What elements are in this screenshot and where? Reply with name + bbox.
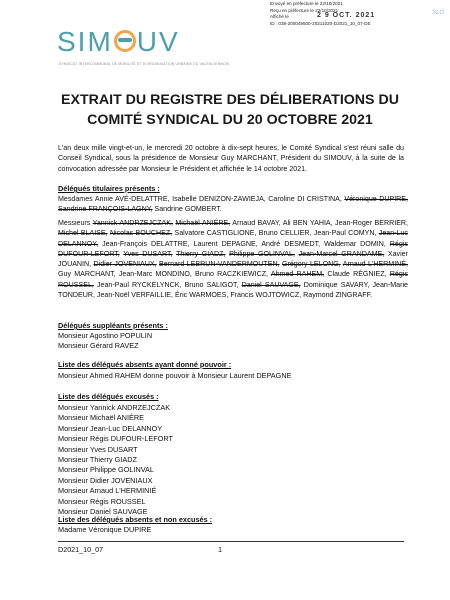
list-item: Monsieur Jean-Luc DELANNOY	[58, 423, 163, 433]
delegate-name: Jean-Marc MONDINO,	[118, 270, 192, 279]
footer-divider	[58, 541, 404, 542]
messieurs-paragraph	[58, 218, 408, 300]
delegate-name: Jean-Paul COMYN,	[313, 229, 377, 238]
delegate-name: Ali BEN YAHIA,	[282, 219, 333, 227]
heading-pouvoir: Liste des délégués absents ayant donné pouvoir :	[58, 360, 232, 369]
delegate-name: Michel BLAISE,	[58, 229, 108, 238]
delegate-name: Salvatore CASTIGLIONE,	[174, 229, 257, 238]
delegate-name: Régis ROUSSEL,	[58, 270, 408, 289]
heading-non-excuses: Liste des délégués absents et non excusés :	[58, 515, 213, 524]
list-item: Monsieur Régis DUFOUR-LEFORT	[58, 434, 174, 444]
simouv-logo	[57, 26, 180, 58]
delegate-name: Jean-Roger BERRIER,	[335, 219, 409, 227]
mesdames-paragraph	[58, 194, 408, 215]
delegate-name: Laurent DEPAGNE,	[193, 239, 258, 248]
delegate-name: Jean-Noël VERFAILLIE,	[96, 291, 174, 300]
delegate-name: Philippe GOLINVAL,	[229, 249, 295, 258]
list-item: Monsieur Ahmed RAHEM donne pouvoir à Monsieur Laurent DEPAGNE	[58, 371, 292, 380]
delegate-name: Nicolas BOUCHEZ,	[109, 229, 173, 238]
stamp-line-posted: Affiché le	[270, 14, 289, 20]
delegate-name: Bruno SALIGOT,	[184, 280, 239, 289]
messieurs-list	[58, 219, 408, 299]
delegate-name: Jean-François DELATTRE,	[102, 239, 190, 248]
list-item: Monsieur Yannick ANDRZEJCZAK	[58, 403, 171, 412]
delegate-name: Éric WARMOES,	[175, 291, 229, 300]
delegate-name: Véronique DUPIRE,	[344, 195, 408, 203]
delegate-name: Guy MARCHANT,	[58, 270, 116, 279]
delegate-name: Caroline DI CRISTINA,	[268, 195, 342, 203]
non-excuses-list	[58, 525, 151, 535]
delegate-name: Annie AVÉ-DELATTRE,	[94, 195, 170, 203]
delegate-name: Bruno RACZKIEWICZ,	[195, 270, 269, 279]
list-item: Monsieur Michaël ANIÉRE	[58, 413, 144, 423]
delegate-name: Raymond ZINGRAFF.	[303, 291, 373, 300]
delegate-name: Arnaud L'HERMINÉ,	[342, 260, 408, 269]
stamp-handwritten-date: 2 9 OCT. 2021	[317, 12, 376, 19]
mesdames-prefix: Mesdames	[58, 195, 93, 203]
stamp-faint-logo: SLO	[431, 10, 444, 16]
heading-suppleants: Délégués suppléants présents :	[58, 321, 168, 330]
delegate-name: Michaël ANIÉRE,	[175, 219, 231, 227]
footer-page-number: 1	[218, 545, 222, 554]
list-item: Madame Véronique DUPIRE	[58, 525, 152, 534]
delegate-name: Bruno CELLIER,	[258, 229, 312, 238]
prefecture-stamp	[270, 1, 446, 27]
mesdames-list	[58, 195, 408, 213]
delegate-name: Claude RÉGNIEZ,	[327, 270, 387, 279]
delegate-name: Sandrine GOMBERT.	[154, 205, 222, 214]
delegate-name: Waldemar DOMIN,	[324, 239, 386, 248]
list-item: Monsieur Agostino POPULIN	[58, 331, 153, 340]
list-item: Monsieur Yves DUSART	[58, 444, 138, 454]
document-title	[40, 90, 420, 130]
suppleants-list	[58, 331, 152, 352]
pouvoir-list	[58, 371, 291, 381]
delegate-name: Sandrine FRANÇOIS-LAGNY,	[58, 205, 153, 214]
logo-text-left: SIM	[57, 26, 113, 57]
logo-text-right: UV	[136, 26, 180, 57]
footer-reference: D2021_10_07	[58, 545, 104, 554]
logo-subtitle: SYNDICAT INTERCOMMUNAL DE MOBILITÉ ET D'ORGANISATION URBAINE DU VALENCIENNOIS	[59, 62, 230, 66]
messieurs-prefix: Messieurs	[58, 219, 91, 227]
title-line-2: COMITÉ SYNDICAL DU 20 OCTOBRE 2021	[87, 112, 373, 128]
delegate-name: Arnaud BAVAY,	[232, 219, 281, 227]
list-item: Monsieur Arnaud L'HERMINIÉ	[58, 486, 157, 496]
delegate-name: Xavier JOUANIN,	[58, 249, 408, 269]
stamp-line-sent: Envoyé en préfecture le 22/10/2021	[270, 1, 343, 6]
delegate-name: Jean-Marie TONDEUR,	[58, 280, 408, 300]
delegate-name: Thierry GIADZ,	[176, 249, 226, 258]
delegate-name: Dominique SAVARY,	[303, 280, 370, 289]
list-item: Monsieur Thierry GIADZ	[58, 455, 137, 465]
delegate-name: Jean-Paul RYCKELYNCK,	[96, 280, 182, 289]
delegate-name: Didier JOVENIAUX,	[93, 260, 157, 269]
list-item: Monsieur Gérard RAVEZ	[58, 341, 139, 351]
title-line-1: EXTRAIT DU REGISTRE DES DÉLIBERATIONS DU	[61, 92, 399, 108]
stamp-line-id: ID : 038-200049500-20211020-D2021_10_07-DE	[270, 20, 371, 26]
stamp-line-received: Reçu en préfecture le 22/10/2021	[270, 7, 339, 13]
delegate-name: Isabelle DENIZON-ZAWIEJA,	[172, 195, 266, 203]
delegate-name: Ahmed RAHEM,	[270, 270, 325, 279]
list-item: Monsieur Philippe GOLINVAL	[58, 465, 154, 475]
delegate-name: Francis WOJTOWICZ,	[230, 291, 302, 300]
delegate-name: Grégory LELONG,	[281, 260, 341, 269]
intro-paragraph: L'an deux mille vingt-et-un, le mercredi 20 octobre à dix-sept heures, le Comité Syndical s'est réuni salle du Conseil Syndical, sous la présidence de Monsieur Guy MARCHANT, Président du SIMOUV, à la suite de la convocation adressée par Monsieur le Président et affichée le 14 octobre 2021.	[58, 144, 404, 173]
delegate-name: Régis DUFOUR-LEFORT,	[58, 239, 408, 258]
heading-titulaires: Délégués titulaires présents :	[58, 184, 160, 193]
excuses-list	[58, 403, 173, 517]
delegate-name: André DESMEDT,	[261, 239, 321, 248]
delegate-name: Jean-Marcel GRANDAME,	[298, 249, 385, 258]
list-item: Monsieur Didier JOVENIAUX	[58, 475, 153, 485]
list-item: Monsieur Daniel SAUVAGE	[58, 507, 148, 517]
list-item: Monsieur Régis ROUSSEL	[58, 496, 146, 506]
delegate-name: Yannick ANDRZEJCZAK,	[92, 219, 173, 227]
delegate-name: Yves DUSART,	[123, 249, 173, 258]
delegate-name: Bernard LEBRUN-VANDERMOUTEN,	[159, 260, 280, 269]
logo-o-icon	[114, 30, 136, 52]
delegate-name: Jean-Luc DELANNOY,	[58, 229, 408, 248]
heading-excuses: Liste des délégués excusés :	[58, 392, 159, 401]
delegate-name: Daniel SAUVAGE,	[241, 280, 301, 289]
